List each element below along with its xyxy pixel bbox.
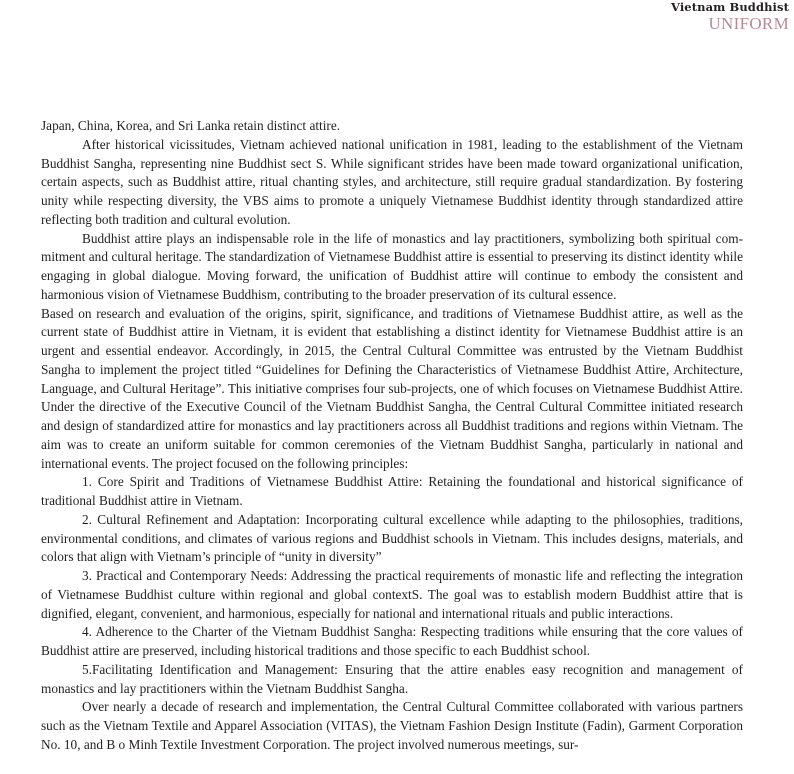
- body-text: [41, 117, 743, 755]
- header-subtitle: UNIFORM: [708, 13, 789, 33]
- principle-item-1: 1. Core Spirit and Traditions of Vietnamese Buddhist Attire: Retaining the foundational and historical significance of traditional Buddhist attire in Vietnam.: [41, 474, 743, 508]
- paragraph-history: After historical vicissitudes, Vietnam achieved national unification in 1981, leading to the establishment of the Vietnam Buddhist Sangha, representing nine Buddhist sect S. While significant strides have been made toward organizational unification, certain aspects, such as Buddhist attire, ritual chanting styles, and architecture, still require gradual standardization. By fostering unity while respecting diversity, the VBS aims to promote a uniquely Vietnamese Buddhist identity through standardized attire reflecting both tradition and cultural evolution.: [41, 136, 743, 227]
- paragraph-role-of-attire: Buddhist attire plays an indispensable role in the life of monastics and lay practitioners, symbolizing both spiritual commitment and cultural heritage. The standardization of Vietnamese Buddhist attire is essential to preserving its distinct identity while engaging in global dialogue. Moving forward, the unification of Buddhist attire will continue to embody the consistent and harmonious vision of Vietnamese Buddhism, contributing to the broader preservation of its cultural essence.: [41, 230, 743, 302]
- principle-item-5: 5.Facilitating Identification and Management: Ensuring that the attire enables easy recognition and management of monastics and lay practitioners within the Vietnam Buddhist Sangha.: [41, 661, 743, 696]
- principle-item-2: 2. Cultural Refinement and Adaptation: Incorporating cultural excellence while adapting to the philosophies, traditions, environmental conditions, and climates of various regions and Buddhist schools in Vietnam. This includes designs, materials, and colors that align with Vietnam’s principle of “unity in diversity”: [41, 511, 743, 565]
- principle-item-4: 4. Adherence to the Charter of the Vietnam Buddhist Sangha: Respecting traditions while ensuring that the core values of Buddhist attire are preserved, including historical traditions and those specific to each Buddhist school.: [41, 624, 743, 658]
- paragraph-collaboration: Over nearly a decade of research and implementation, the Central Cultural Committee collaborated with various partners such as the Vietnam Textile and Apparel Association (VITAS), the Vietnam Fashion Design Institute (Fadin), Garment Corporation No. 10, and B o Minh Textile Investment Corporation. The project involved numerous meetings, sur-: [41, 699, 743, 752]
- paragraph-project-background: Based on research and evaluation of the origins, spirit, significance, and traditions of Vietnamese Buddhist attire, as well as the current state of Buddhist attire in Vietnam, it is evident that establishing a distinct identity for Vietnamese Buddhist attire is an urgent and essential endeavor. Accordingly, in 2015, the Central Cultural Committee was entrusted by the Vietnam Buddhist Sangha to implement the project titled “Guidelines for Defining the Characteristics of Vietnamese Buddhist Attire, Architecture, Language, and Cultural Heritage”. This initiative comprises four sub-projects, one of which focuses on Vietnamese Buddhist Attire. Under the directive of the Executive Council of the Vietnam Buddhist Sangha, the Central Cultural Committee initiated research and design of standardized attire for monastics and lay practitioners across all Buddhist traditions and regions within Vietnam. The aim was to create an uniform suitable for common ceremonies of the Vietnam Buddhist Sangha, particularly in national and international events. The project focused on the following principles:: [41, 305, 743, 471]
- principle-item-3: 3. Practical and Contemporary Needs: Addressing the practical requirements of monastic life and reflecting the integration of Vietnamese Buddhist culture within regional and global contextS. The goal was to establish modern Buddhist attire that is dignified, elegant, convenient, and harmonious, especially for national and international rituals and public interactions.: [41, 568, 743, 621]
- header-title: Vietnam Buddhist: [671, 0, 789, 14]
- paragraph-intro-fragment: Japan, China, Korea, and Sri Lanka retain distinct attire.: [41, 118, 341, 133]
- running-header: [671, 2, 789, 32]
